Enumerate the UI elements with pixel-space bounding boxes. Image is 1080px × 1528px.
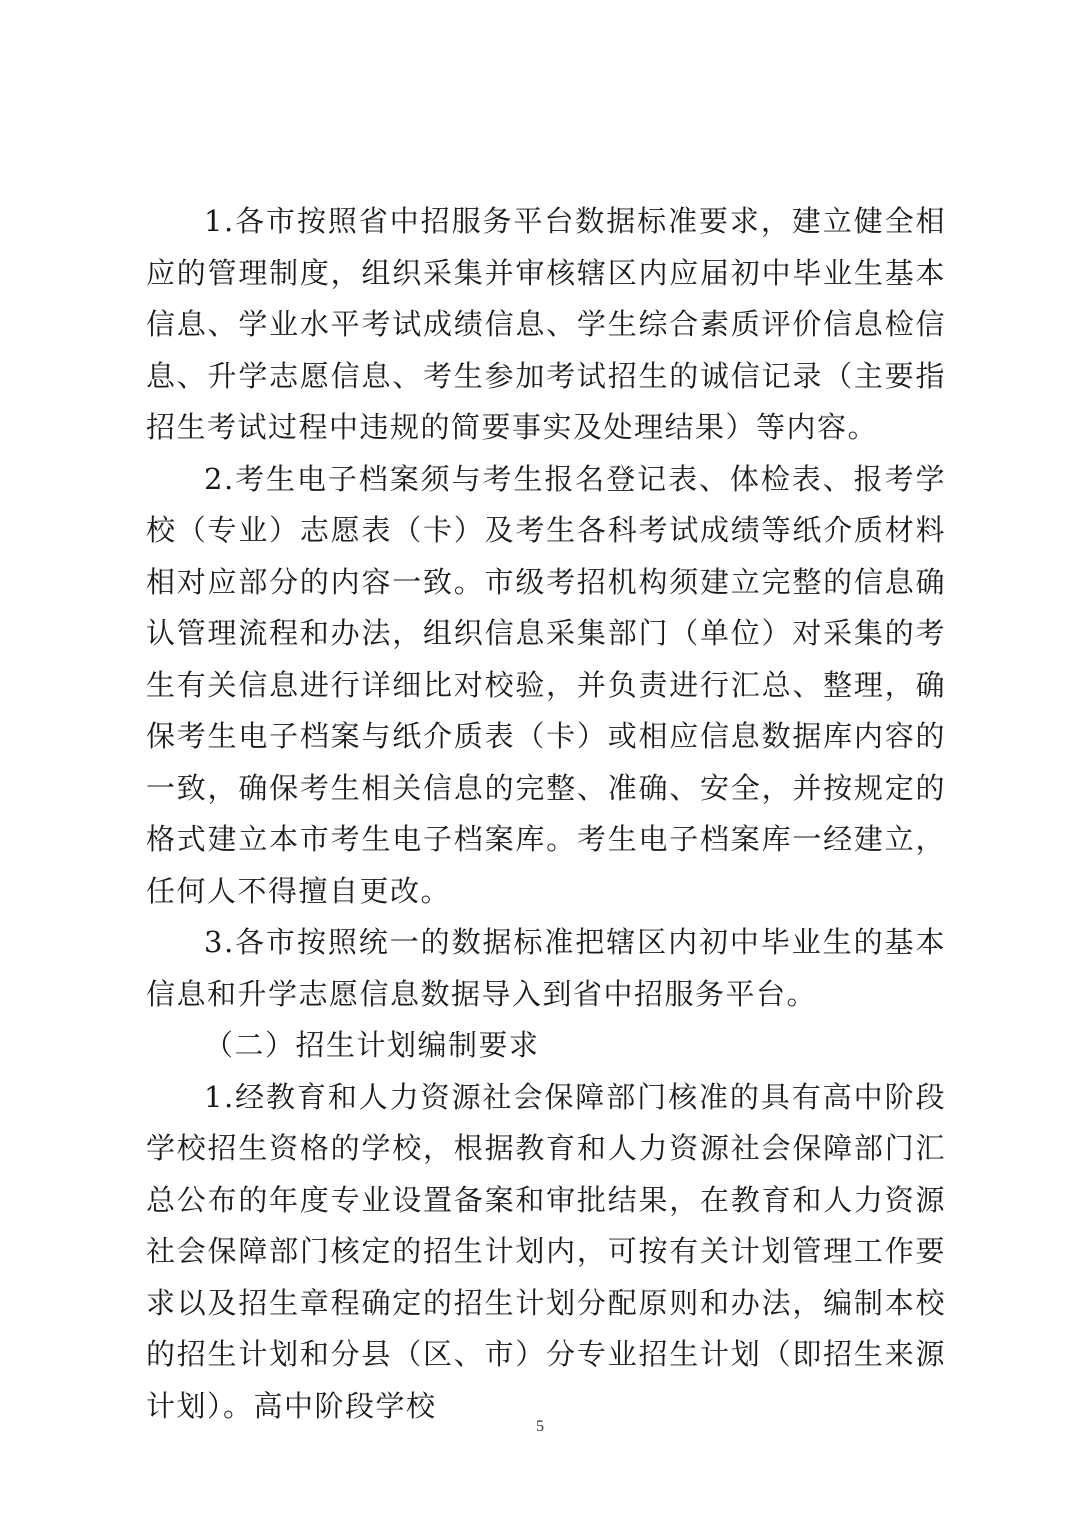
paragraph-data-management: 1.各市按照省中招服务平台数据标准要求，建立健全相应的管理制度，组织采集并审核辖区内应届初中毕业生基本信息、学业水平考试成绩信息、学生综合素质评价信息检信息、升学志愿信息、考生参加考试招生的诚信记录（主要指招生考试过程中违规的简要事实及处理结果）等内容。 xyxy=(146,204,946,444)
paragraph-electronic-archive: 2.考生电子档案须与考生报名登记表、体检表、报考学校（专业）志愿表（卡）及考生各科考试成绩等纸介质材料相对应部分的内容一致。市级考招机构须建立完整的信息确认管理流程和办法，组织信息采集部门（单位）对采集的考生有关信息进行详细比对校验，并负责进行汇总、整理，确保考生电子档案与纸介质表（卡）或相应信息数据库内容的一致，确保考生相关信息的完整、准确、安全，并按规定的格式建立本市考生电子档案库。考生电子档案库一经建立，任何人不得擅自更改。 xyxy=(146,461,946,908)
document-body xyxy=(146,196,946,1432)
paragraph-enrollment-plan: 1.经教育和人力资源社会保障部门核准的具有高中阶段学校招生资格的学校，根据教育和人力资源社会保障部门汇总公布的年度专业设置备案和审批结果，在教育和人力资源社会保障部门核定的招生计划内，可按有关计划管理工作要求以及招生章程确定的招生计划分配原则和办法，编制本校的招生计划和分县（区、市）分专业招生计划（即招生来源计划）。高中阶段学校 xyxy=(146,1079,946,1423)
paragraph-data-import: 3.各市按照统一的数据标准把辖区内初中毕业生的基本信息和升学志愿信息数据导入到省中招服务平台。 xyxy=(146,925,946,1011)
page-number: 5 xyxy=(536,1418,544,1435)
section-heading-enrollment-plan: （二）招生计划编制要求 xyxy=(204,1028,540,1062)
